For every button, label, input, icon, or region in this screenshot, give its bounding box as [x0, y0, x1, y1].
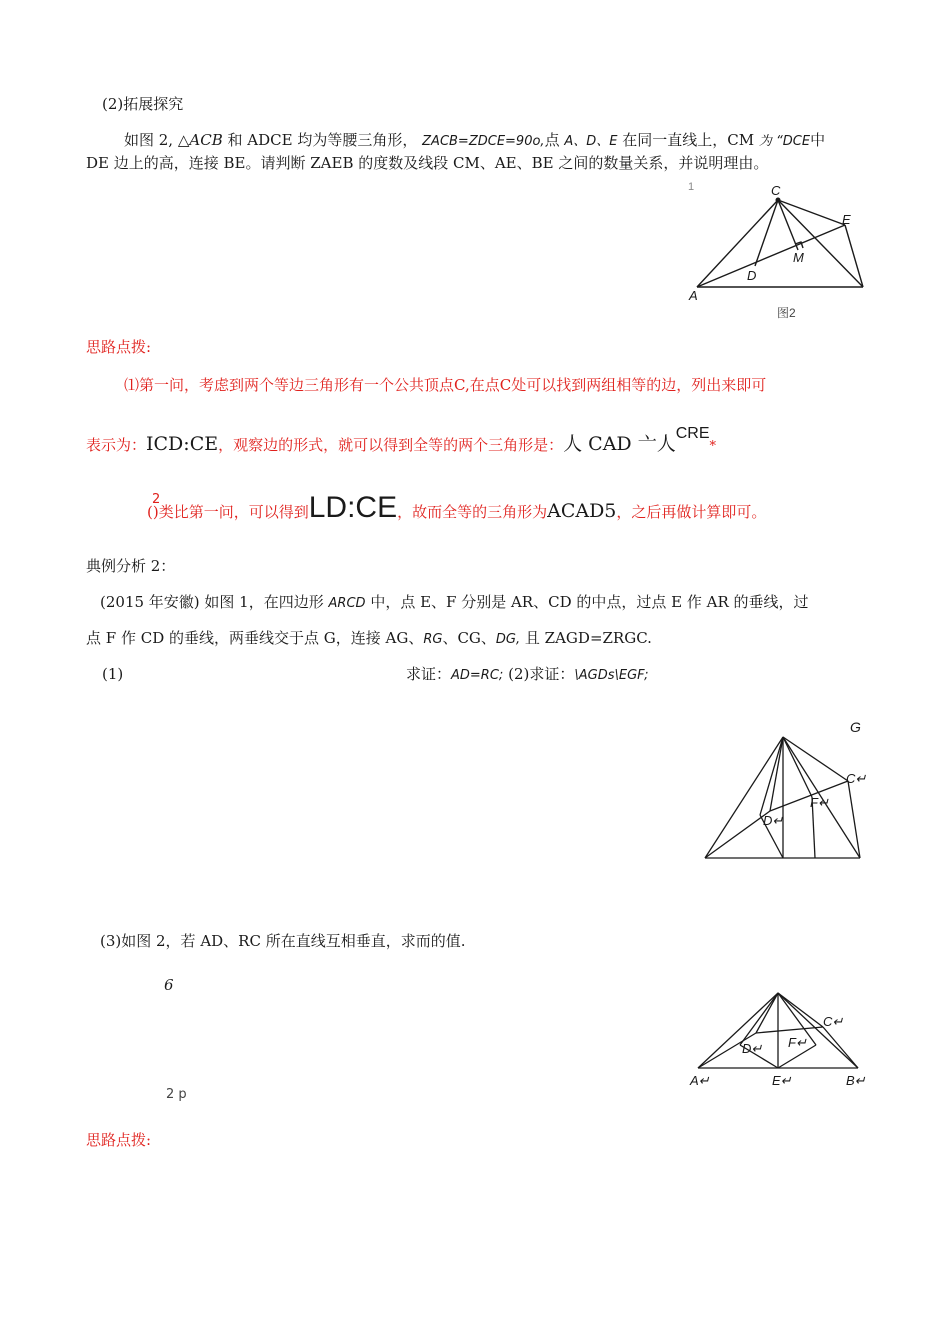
- example-line-1: [100, 592, 809, 614]
- text-run: 如图 2,: [124, 131, 174, 149]
- segment-GC: [778, 993, 823, 1027]
- text-run: (2)求证：: [508, 665, 575, 683]
- label-C: C↵: [846, 771, 867, 786]
- example-line-2: [86, 628, 652, 650]
- problem-line-1: [124, 130, 825, 152]
- question-1-2: [406, 664, 649, 686]
- hint-line-2: [86, 425, 716, 459]
- label-A: A: [689, 288, 698, 303]
- label-E: E↵: [772, 1073, 792, 1088]
- hint-line-3-number: 2: [152, 492, 161, 507]
- label-D: D↵: [742, 1041, 763, 1056]
- text-run: 且 ZAGD=ZRGC.: [524, 629, 652, 647]
- segment-GF: [783, 737, 812, 797]
- text-run: 为 “DCE: [758, 134, 811, 149]
- segment-CE: [778, 200, 845, 225]
- segment-CB: [823, 1027, 858, 1068]
- label-F: F↵: [788, 1035, 807, 1050]
- text-run: ACAD5: [547, 500, 617, 522]
- text-run: (2015 年安徽) 如图 1，在四边形: [100, 593, 324, 611]
- segment-DC: [770, 781, 848, 811]
- text-run: 人 CAD 亠人: [563, 433, 676, 455]
- text-run: 中，点 E、F 分别是 AR、CD 的中点，过点 E 作 AR 的垂线，过: [370, 593, 809, 611]
- figure-caption: 图2: [777, 306, 796, 320]
- question-3: (3)如图 2，若 AD、RC 所在直线互相垂直，求而的值.: [100, 932, 466, 950]
- problem-line-2: DE 边上的高，连接 BE。请判断 ZAEB 的度数及线段 CM、AE、BE 之间的数量关系，并说明理由。: [86, 154, 769, 172]
- point-C: [776, 198, 781, 203]
- text-run: 表示为：: [86, 436, 147, 454]
- text-run: 求证：: [406, 665, 452, 683]
- label-E: E: [842, 212, 851, 227]
- hint-line-1: ⑴第一问，考虑到两个等边三角形有一个公共顶点C,在点C处可以找到两组相等的边，列出来即可: [124, 376, 767, 394]
- label-C: C: [771, 183, 781, 198]
- text-run: (: [147, 503, 153, 521]
- figure-2-bottom: [688, 985, 870, 1090]
- segment-AD: [705, 811, 770, 858]
- text-run: 在同一直线上，CM: [622, 131, 755, 149]
- text-run: ICD:CE: [146, 433, 219, 455]
- label-M: M: [793, 250, 804, 265]
- figure-2-top: [685, 180, 875, 325]
- text-run: △ACB: [177, 131, 223, 149]
- segment-G-inner-left: [740, 993, 778, 1045]
- segment-AC: [697, 200, 778, 287]
- text-run: 点: [544, 131, 560, 149]
- section-heading: (2)拓展探究: [102, 95, 184, 113]
- segment-AG: [698, 993, 778, 1068]
- text-run: DG,: [495, 632, 521, 647]
- figure-mark: 1: [688, 181, 695, 193]
- fraction-bottom: 2 p: [166, 1087, 187, 1102]
- question-1-number: (1): [102, 665, 124, 683]
- segment-CB: [848, 781, 860, 858]
- label-A: A↵: [690, 1073, 710, 1088]
- text-run: ，观察边的形式，就可以得到全等的两个三角形是：: [218, 436, 564, 454]
- text-run: 、CG、: [442, 629, 496, 647]
- text-run: 点 F 作 CD 的垂线，两垂线交于点 G，连接 AG、: [86, 629, 424, 647]
- hint-title: 思路点拨:: [86, 338, 152, 356]
- fraction-top: 6: [164, 976, 174, 994]
- text-run: RG: [423, 632, 443, 647]
- segment-CD: [755, 200, 778, 266]
- segment-DC: [756, 1027, 823, 1033]
- text-run: ZACB=ZDCE=90o,: [422, 134, 545, 149]
- label-G: G: [850, 719, 861, 735]
- segment-CM: [778, 200, 798, 250]
- text-run: CRE: [675, 425, 710, 442]
- hint-line-3: [147, 490, 766, 530]
- segment-AE: [697, 225, 845, 287]
- label-B: B↵: [846, 1073, 866, 1088]
- label-C: C↵: [823, 1014, 844, 1029]
- text-run: )类比第一问，可以得到: [152, 503, 309, 521]
- label-F: F↵: [810, 795, 829, 810]
- segment-GD: [756, 993, 778, 1033]
- segment-AG: [705, 737, 783, 858]
- figure-1-mid: [700, 715, 872, 865]
- text-run: \AGDs\EGF;: [574, 668, 649, 683]
- example-title: 典例分析 2：: [86, 557, 176, 575]
- text-run: ARCD: [328, 596, 366, 611]
- segment-GC: [783, 737, 848, 781]
- text-run: ，之后再做计算即可。: [616, 503, 767, 521]
- text-run: ，故而全等的三角形为: [397, 503, 548, 521]
- text-run: 和 ADCE 均为等腰三角形，: [227, 131, 418, 149]
- label-D: D↵: [763, 813, 784, 828]
- text-run: AD=RC;: [451, 668, 504, 683]
- text-run: 中: [810, 131, 826, 149]
- label-D: D: [747, 268, 757, 283]
- text-run: LD:CE: [308, 491, 398, 524]
- hint-title-2: 思路点拨:: [86, 1131, 152, 1149]
- text-run: *: [709, 439, 716, 454]
- text-run: A、D、E: [564, 134, 618, 149]
